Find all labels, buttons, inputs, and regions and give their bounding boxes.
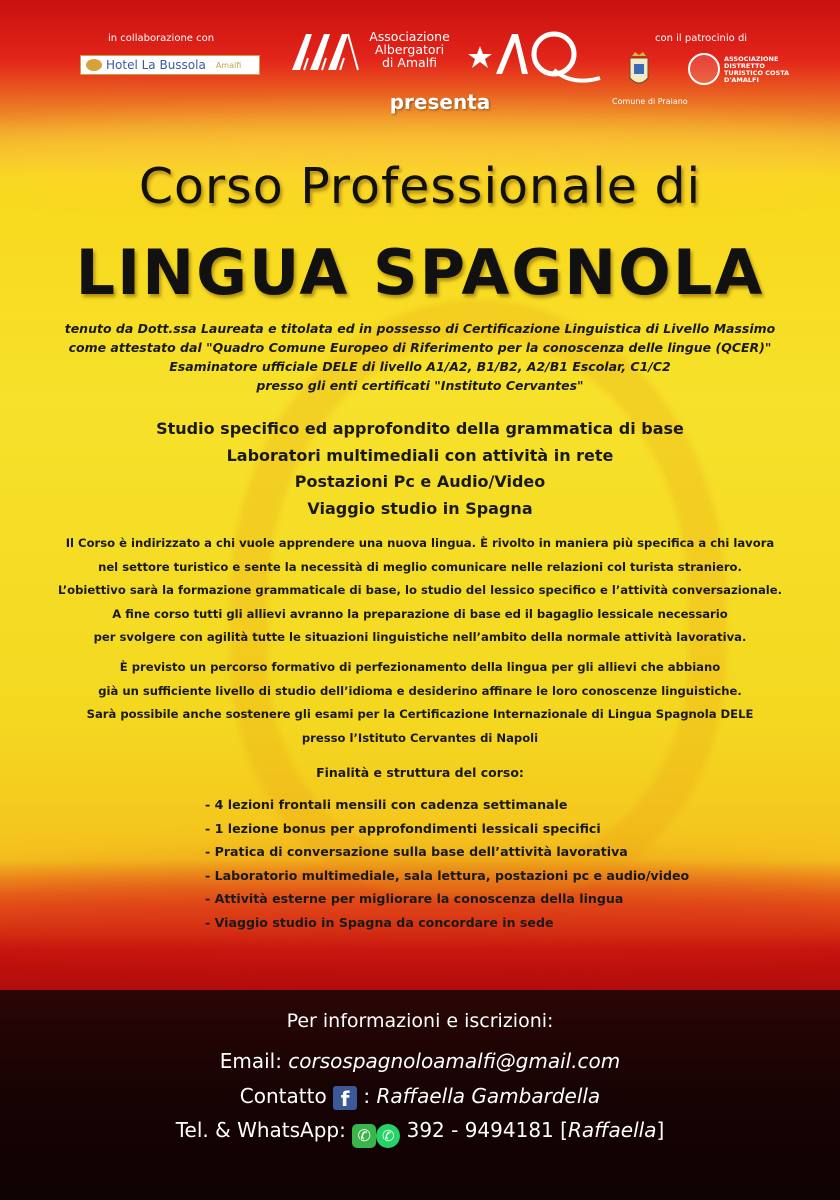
contatto-separator: :: [363, 1084, 371, 1108]
description-line: A fine corso tutti gli allievi avranno la preparazione di base ed il bagaglio lessicale necessario: [112, 606, 728, 621]
hotel-sun-icon: [86, 59, 102, 71]
contact-title: Per informazioni e iscrizioni:: [286, 1010, 554, 1032]
facebook-icon[interactable]: f: [333, 1086, 357, 1110]
association-line-3: di Amalfi: [381, 55, 438, 70]
list-item: - 4 lezioni frontali mensili con cadenza settimanale: [205, 797, 568, 812]
hotel-town: Amalfi: [215, 60, 242, 70]
tel-label: Tel. & WhatsApp:: [175, 1118, 346, 1142]
distretto-name: ASSOCIAZIONE DISTRETTO TURISTICO COSTA D'AMALFI: [724, 55, 790, 84]
finalita-list: [205, 793, 689, 934]
association-line-1: Associazione: [369, 29, 450, 44]
list-item: - Attività esterne per migliorare la conoscenza della lingua: [205, 891, 624, 906]
association-logo-icon: [290, 30, 360, 72]
description-line: già un sufficiente livello di studio dell’idioma e desiderino affinare le loro conoscenze linguistiche.: [98, 683, 742, 698]
contatto-name[interactable]: Raffaella Gambardella: [376, 1084, 601, 1108]
description-line: presso l’Istituto Cervantes di Napoli: [301, 730, 539, 745]
feature-item: Studio specifico ed approfondito della grammatica di base: [156, 419, 684, 438]
teacher-credentials: [0, 319, 840, 395]
title-line-1: Corso Professionale di: [138, 158, 702, 215]
collab-label: in collaborazione con: [108, 33, 215, 44]
email-line: [0, 1049, 840, 1073]
teacher-line: tenuto da Dott.ssa Laureata e titolata ed in possesso di Certificazione Linguistica di Livello Massimo: [64, 321, 776, 336]
hotel-la-bussola-logo: [80, 55, 260, 75]
list-item: - Viaggio studio in Spagna da concordare in sede: [205, 914, 554, 930]
course-description: [0, 532, 840, 650]
presenta-label: [0, 90, 840, 114]
list-item: - Laboratorio multimediale, sala lettura, postazioni pc e audio/video: [205, 867, 690, 883]
hotel-name: Hotel La Bussola: [106, 58, 206, 72]
contatto-line: [0, 1084, 840, 1110]
whatsapp-icon: ✆: [376, 1124, 400, 1148]
feature-item: Postazioni Pc e Audio/Video: [294, 472, 546, 491]
association-name: [362, 30, 457, 69]
description-line: L’obiettivo sarà la formazione grammaticale di base, lo studio del lessico specifico e l’attività conversazionale.: [57, 583, 783, 597]
description-line: nel settore turistico e sente la necessità di meglio comunicare nelle relazioni col turista straniero.: [98, 559, 742, 574]
teacher-line: Esaminatore ufficiale DELE di livello A1/A2, B1/B2, A2/B1 Escolar, C1/C2: [169, 359, 671, 374]
praiano-crest-icon: [628, 50, 650, 90]
tel-close-bracket: ]: [656, 1118, 665, 1142]
feature-item: Viaggio studio in Spagna: [307, 498, 533, 518]
tel-contact-name: Raffaella: [567, 1118, 657, 1142]
feature-item: Laboratori multimediali con attività in rete: [226, 445, 614, 465]
distretto-seal-icon: [688, 53, 720, 85]
finalita-title: Finalità e struttura del corso:: [316, 765, 524, 780]
tel-line: [0, 1118, 840, 1148]
advanced-description: [0, 656, 840, 750]
phone-icon: ✆: [352, 1124, 376, 1148]
title-line-2: LINGUA SPAGNOLA: [75, 236, 765, 309]
presenta-text: presenta: [389, 90, 491, 114]
contatto-label: Contatto: [239, 1084, 327, 1108]
description-line: Il Corso è indirizzato a chi vuole apprendere una nuova lingua. È rivolto in maniera più specifica a chi lavora: [65, 536, 775, 550]
email-label: Email:: [219, 1049, 282, 1073]
aq-logo-icon: [462, 26, 602, 88]
association-line-2: Albergatori: [374, 42, 445, 57]
tel-number[interactable]: 392 - 9494181 [: [406, 1118, 568, 1142]
description-line: per svolgere con agilità tutte le situazioni linguistiche nell’ambito della normale attività lavorativa.: [93, 630, 747, 644]
list-item: - 1 lezione bonus per approfondimenti lessicali specifici: [205, 820, 601, 836]
list-item: - Pratica di conversazione sulla base dell’attività lavorativa: [205, 844, 628, 859]
teacher-line: presso gli enti certificati "Instituto Cervantes": [256, 378, 584, 393]
description-line: Sarà possibile anche sostenere gli esami per la Certificazione Internazionale di Lingua Spagnola DELE: [86, 707, 754, 721]
email-link[interactable]: corsospagnoloamalfi@gmail.com: [288, 1049, 621, 1073]
course-features: [0, 416, 840, 522]
description-line: È previsto un percorso formativo di perfezionamento della lingua per gli allievi che abbiano: [119, 660, 721, 674]
patronage-label: con il patrocinio di: [655, 33, 748, 44]
praiano-label: Comune di Praiano: [612, 97, 688, 106]
teacher-line: come attestato dal "Quadro Comune Europeo di Riferimento per la conoscenza delle lingue (QCER)": [68, 340, 772, 355]
